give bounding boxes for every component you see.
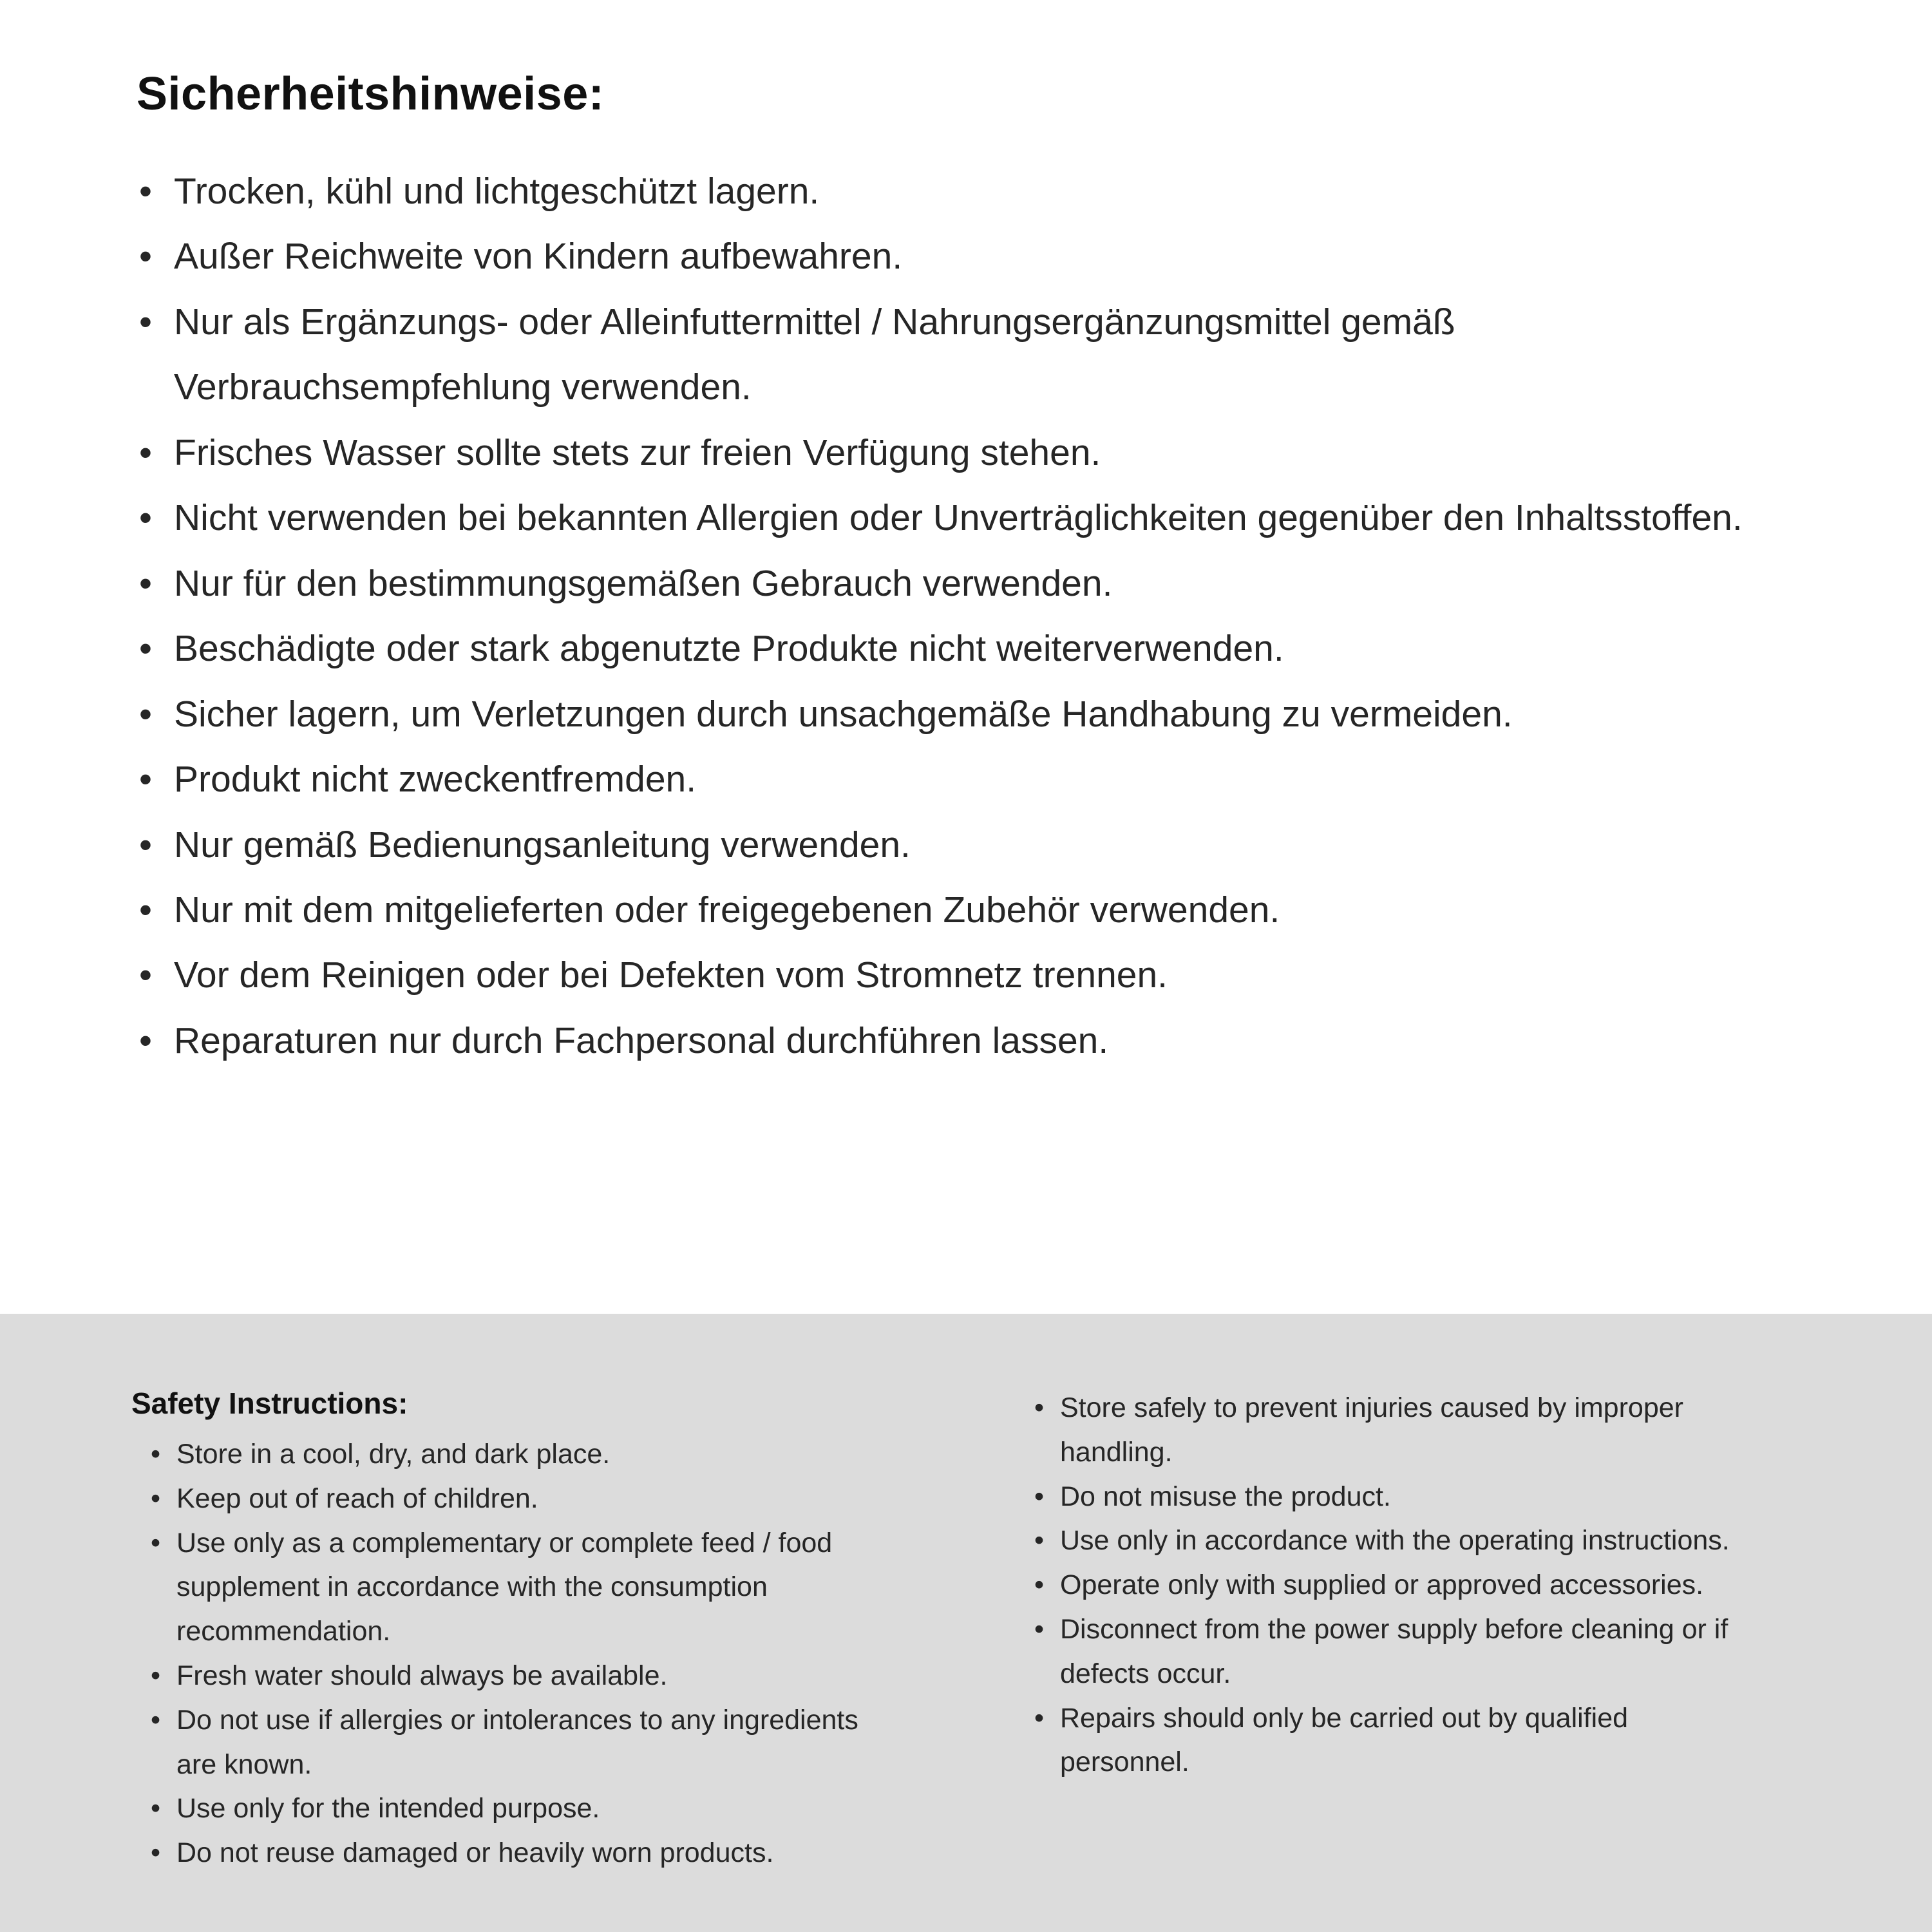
list-item: • Use only in accordance with the operating instructions. bbox=[1033, 1519, 1735, 1563]
list-item: • Nur gemäß Bedienungsanleitung verwenden. bbox=[137, 813, 1798, 878]
list-item: • Nur für den bestimmungsgemäßen Gebrauch verwenden. bbox=[137, 551, 1798, 616]
list-item: • Frisches Wasser sollte stets zur freien Verfügung stehen. bbox=[137, 421, 1798, 486]
list-item: • Do not use if allergies or intolerances to any ingredients are known. bbox=[149, 1698, 898, 1787]
list-item: • Store in a cool, dry, and dark place. bbox=[149, 1432, 898, 1477]
list-item: • Disconnect from the power supply before cleaning or if defects occur. bbox=[1033, 1607, 1735, 1696]
list-item: • Use only as a complementary or complete feed / food supplement in accordance with the consumption recommendation. bbox=[149, 1521, 898, 1654]
list-item: • Sicher lagern, um Verletzungen durch unsachgemäße Handhabung zu vermeiden. bbox=[137, 682, 1798, 747]
list-item: • Store safely to prevent injuries caused by improper handling. bbox=[1033, 1386, 1735, 1475]
list-item: • Produkt nicht zweckentfremden. bbox=[137, 747, 1798, 812]
list-item: • Nur mit dem mitgelieferten oder freigegebenen Zubehör verwenden. bbox=[137, 878, 1798, 943]
list-item: • Beschädigte oder stark abgenutzte Produkte nicht weiterverwenden. bbox=[137, 616, 1798, 681]
list-item: • Nicht verwenden bei bekannten Allergien oder Unverträglichkeiten gegenüber den Inhaltsstoffen. bbox=[137, 486, 1798, 551]
english-left-column bbox=[131, 1386, 1033, 1875]
english-section bbox=[0, 1314, 1932, 1932]
english-heading: Safety Instructions: bbox=[131, 1387, 408, 1420]
list-item: • Vor dem Reinigen oder bei Defekten vom Stromnetz trennen. bbox=[137, 943, 1798, 1008]
list-item: • Do not misuse the product. bbox=[1033, 1475, 1735, 1519]
list-item: • Fresh water should always be available. bbox=[149, 1654, 898, 1698]
english-bullet-list-right bbox=[1033, 1386, 1735, 1785]
list-item: • Keep out of reach of children. bbox=[149, 1477, 898, 1521]
list-item: • Reparaturen nur durch Fachpersonal durchführen lassen. bbox=[137, 1009, 1798, 1074]
english-right-column bbox=[1033, 1386, 1829, 1785]
list-item: • Außer Reichweite von Kindern aufbewahren. bbox=[137, 224, 1798, 289]
list-item: • Use only for the intended purpose. bbox=[149, 1786, 898, 1831]
english-bullet-list-left bbox=[131, 1432, 898, 1875]
list-item: • Repairs should only be carried out by qualified personnel. bbox=[1033, 1696, 1735, 1785]
list-item: • Operate only with supplied or approved accessories. bbox=[1033, 1563, 1735, 1607]
german-bullet-list bbox=[137, 159, 1798, 1074]
list-item: • Nur als Ergänzungs- oder Alleinfuttermittel / Nahrungsergänzungsmittel gemäß Verbrauchsempfehlung verwenden. bbox=[137, 290, 1798, 421]
list-item: • Trocken, kühl und lichtgeschützt lagern. bbox=[137, 159, 1798, 224]
german-heading: Sicherheitshinweise: bbox=[137, 68, 605, 120]
list-item: • Do not reuse damaged or heavily worn products. bbox=[149, 1831, 898, 1875]
